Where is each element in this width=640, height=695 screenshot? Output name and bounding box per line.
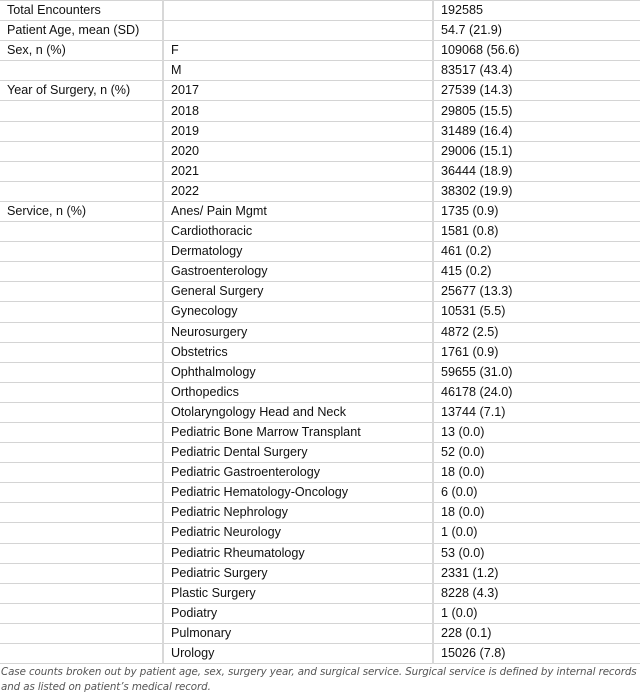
- table-row: [0, 362, 640, 382]
- table-row: [0, 443, 640, 463]
- row-category-cell: Total Encounters: [0, 1, 163, 21]
- row-subcategory-cell: M: [163, 61, 433, 81]
- row-subcategory-cell: Pediatric Rheumatology: [163, 543, 433, 563]
- row-category-cell: [0, 443, 163, 463]
- table-body: [0, 1, 640, 664]
- table-row: [0, 623, 640, 643]
- row-subcategory-cell: Cardiothoracic: [163, 222, 433, 242]
- row-value-cell: 25677 (13.3): [433, 282, 640, 302]
- row-subcategory-cell: 2018: [163, 101, 433, 121]
- table-row: [0, 141, 640, 161]
- row-category-cell: Service, n (%): [0, 201, 163, 221]
- row-value-cell: 31489 (16.4): [433, 121, 640, 141]
- row-subcategory-cell: Pulmonary: [163, 623, 433, 643]
- row-value-cell: 27539 (14.3): [433, 81, 640, 101]
- table-row: [0, 382, 640, 402]
- row-subcategory-cell: Plastic Surgery: [163, 583, 433, 603]
- row-subcategory-cell: 2021: [163, 161, 433, 181]
- row-subcategory-cell: Dermatology: [163, 242, 433, 262]
- table-row: [0, 563, 640, 583]
- row-subcategory-cell: General Surgery: [163, 282, 433, 302]
- row-category-cell: [0, 101, 163, 121]
- row-subcategory-cell: Gynecology: [163, 302, 433, 322]
- row-value-cell: 46178 (24.0): [433, 382, 640, 402]
- row-subcategory-cell: Pediatric Bone Marrow Transplant: [163, 422, 433, 442]
- table-row: [0, 402, 640, 422]
- row-subcategory-cell: Ophthalmology: [163, 362, 433, 382]
- row-category-cell: [0, 342, 163, 362]
- row-value-cell: 13 (0.0): [433, 422, 640, 442]
- table-row: [0, 322, 640, 342]
- row-subcategory-cell: Pediatric Gastroenterology: [163, 463, 433, 483]
- row-category-cell: [0, 422, 163, 442]
- table-row: [0, 483, 640, 503]
- row-category-cell: [0, 543, 163, 563]
- row-category-cell: [0, 623, 163, 643]
- row-value-cell: 1 (0.0): [433, 603, 640, 623]
- row-category-cell: [0, 322, 163, 342]
- table-row: [0, 201, 640, 221]
- row-subcategory-cell: Pediatric Hematology-Oncology: [163, 483, 433, 503]
- row-category-cell: [0, 583, 163, 603]
- row-category-cell: [0, 242, 163, 262]
- table-caption: Case counts broken out by patient age, sex, surgery year, and surgical service. Surgical service is defined by internal records and as listed on patient’s medical record.: [1, 666, 637, 694]
- row-category-cell: [0, 603, 163, 623]
- row-value-cell: 29006 (15.1): [433, 141, 640, 161]
- table-row: [0, 463, 640, 483]
- row-subcategory-cell: Anes/ Pain Mgmt: [163, 201, 433, 221]
- row-subcategory-cell: 2020: [163, 141, 433, 161]
- table-row: [0, 41, 640, 61]
- table-row: [0, 222, 640, 242]
- table-row: [0, 302, 640, 322]
- row-value-cell: 53 (0.0): [433, 543, 640, 563]
- row-value-cell: 2331 (1.2): [433, 563, 640, 583]
- row-value-cell: 461 (0.2): [433, 242, 640, 262]
- row-value-cell: 1735 (0.9): [433, 201, 640, 221]
- row-category-cell: Patient Age, mean (SD): [0, 21, 163, 41]
- row-value-cell: 59655 (31.0): [433, 362, 640, 382]
- table-row: [0, 603, 640, 623]
- row-subcategory-cell: 2017: [163, 81, 433, 101]
- row-subcategory-cell: [163, 1, 433, 21]
- row-value-cell: 83517 (43.4): [433, 61, 640, 81]
- row-category-cell: [0, 141, 163, 161]
- table-row: [0, 503, 640, 523]
- table-row: [0, 262, 640, 282]
- table-row: [0, 583, 640, 603]
- table-row: [0, 422, 640, 442]
- table-row: [0, 21, 640, 41]
- table-row: [0, 282, 640, 302]
- table-row: [0, 101, 640, 121]
- row-category-cell: [0, 181, 163, 201]
- row-subcategory-cell: Pediatric Neurology: [163, 523, 433, 543]
- row-value-cell: 1581 (0.8): [433, 222, 640, 242]
- row-value-cell: 192585: [433, 1, 640, 21]
- row-subcategory-cell: [163, 21, 433, 41]
- row-value-cell: 10531 (5.5): [433, 302, 640, 322]
- row-value-cell: 38302 (19.9): [433, 181, 640, 201]
- row-subcategory-cell: Obstetrics: [163, 342, 433, 362]
- row-category-cell: [0, 302, 163, 322]
- table-row: [0, 161, 640, 181]
- row-category-cell: [0, 503, 163, 523]
- row-category-cell: [0, 402, 163, 422]
- row-subcategory-cell: Orthopedics: [163, 382, 433, 402]
- table-row: [0, 644, 640, 664]
- row-category-cell: [0, 362, 163, 382]
- row-value-cell: 54.7 (21.9): [433, 21, 640, 41]
- row-value-cell: 8228 (4.3): [433, 583, 640, 603]
- row-category-cell: Sex, n (%): [0, 41, 163, 61]
- row-subcategory-cell: Urology: [163, 644, 433, 664]
- row-value-cell: 6 (0.0): [433, 483, 640, 503]
- table-row: [0, 81, 640, 101]
- row-value-cell: 1 (0.0): [433, 523, 640, 543]
- table-row: [0, 342, 640, 362]
- row-category-cell: [0, 463, 163, 483]
- row-value-cell: 29805 (15.5): [433, 101, 640, 121]
- row-category-cell: [0, 121, 163, 141]
- row-category-cell: [0, 483, 163, 503]
- row-value-cell: 109068 (56.6): [433, 41, 640, 61]
- row-subcategory-cell: Pediatric Dental Surgery: [163, 443, 433, 463]
- row-category-cell: [0, 644, 163, 664]
- table-row: [0, 523, 640, 543]
- row-subcategory-cell: Otolaryngology Head and Neck: [163, 402, 433, 422]
- row-value-cell: 415 (0.2): [433, 262, 640, 282]
- row-value-cell: 18 (0.0): [433, 463, 640, 483]
- row-subcategory-cell: Gastroenterology: [163, 262, 433, 282]
- row-value-cell: 1761 (0.9): [433, 342, 640, 362]
- row-category-cell: [0, 382, 163, 402]
- row-subcategory-cell: Neurosurgery: [163, 322, 433, 342]
- row-value-cell: 36444 (18.9): [433, 161, 640, 181]
- row-category-cell: [0, 262, 163, 282]
- row-value-cell: 15026 (7.8): [433, 644, 640, 664]
- table-row: [0, 181, 640, 201]
- table-row: [0, 61, 640, 81]
- row-value-cell: 228 (0.1): [433, 623, 640, 643]
- row-category-cell: Year of Surgery, n (%): [0, 81, 163, 101]
- row-category-cell: [0, 222, 163, 242]
- row-category-cell: [0, 523, 163, 543]
- table-row: [0, 543, 640, 563]
- table-row: [0, 1, 640, 21]
- row-subcategory-cell: Pediatric Surgery: [163, 563, 433, 583]
- row-value-cell: 13744 (7.1): [433, 402, 640, 422]
- row-value-cell: 52 (0.0): [433, 443, 640, 463]
- row-value-cell: 4872 (2.5): [433, 322, 640, 342]
- table-row: [0, 242, 640, 262]
- row-category-cell: [0, 282, 163, 302]
- row-category-cell: [0, 563, 163, 583]
- row-category-cell: [0, 161, 163, 181]
- row-subcategory-cell: 2022: [163, 181, 433, 201]
- row-value-cell: 18 (0.0): [433, 503, 640, 523]
- table-row: [0, 121, 640, 141]
- row-subcategory-cell: F: [163, 41, 433, 61]
- row-subcategory-cell: Podiatry: [163, 603, 433, 623]
- row-subcategory-cell: 2019: [163, 121, 433, 141]
- row-subcategory-cell: Pediatric Nephrology: [163, 503, 433, 523]
- row-category-cell: [0, 61, 163, 81]
